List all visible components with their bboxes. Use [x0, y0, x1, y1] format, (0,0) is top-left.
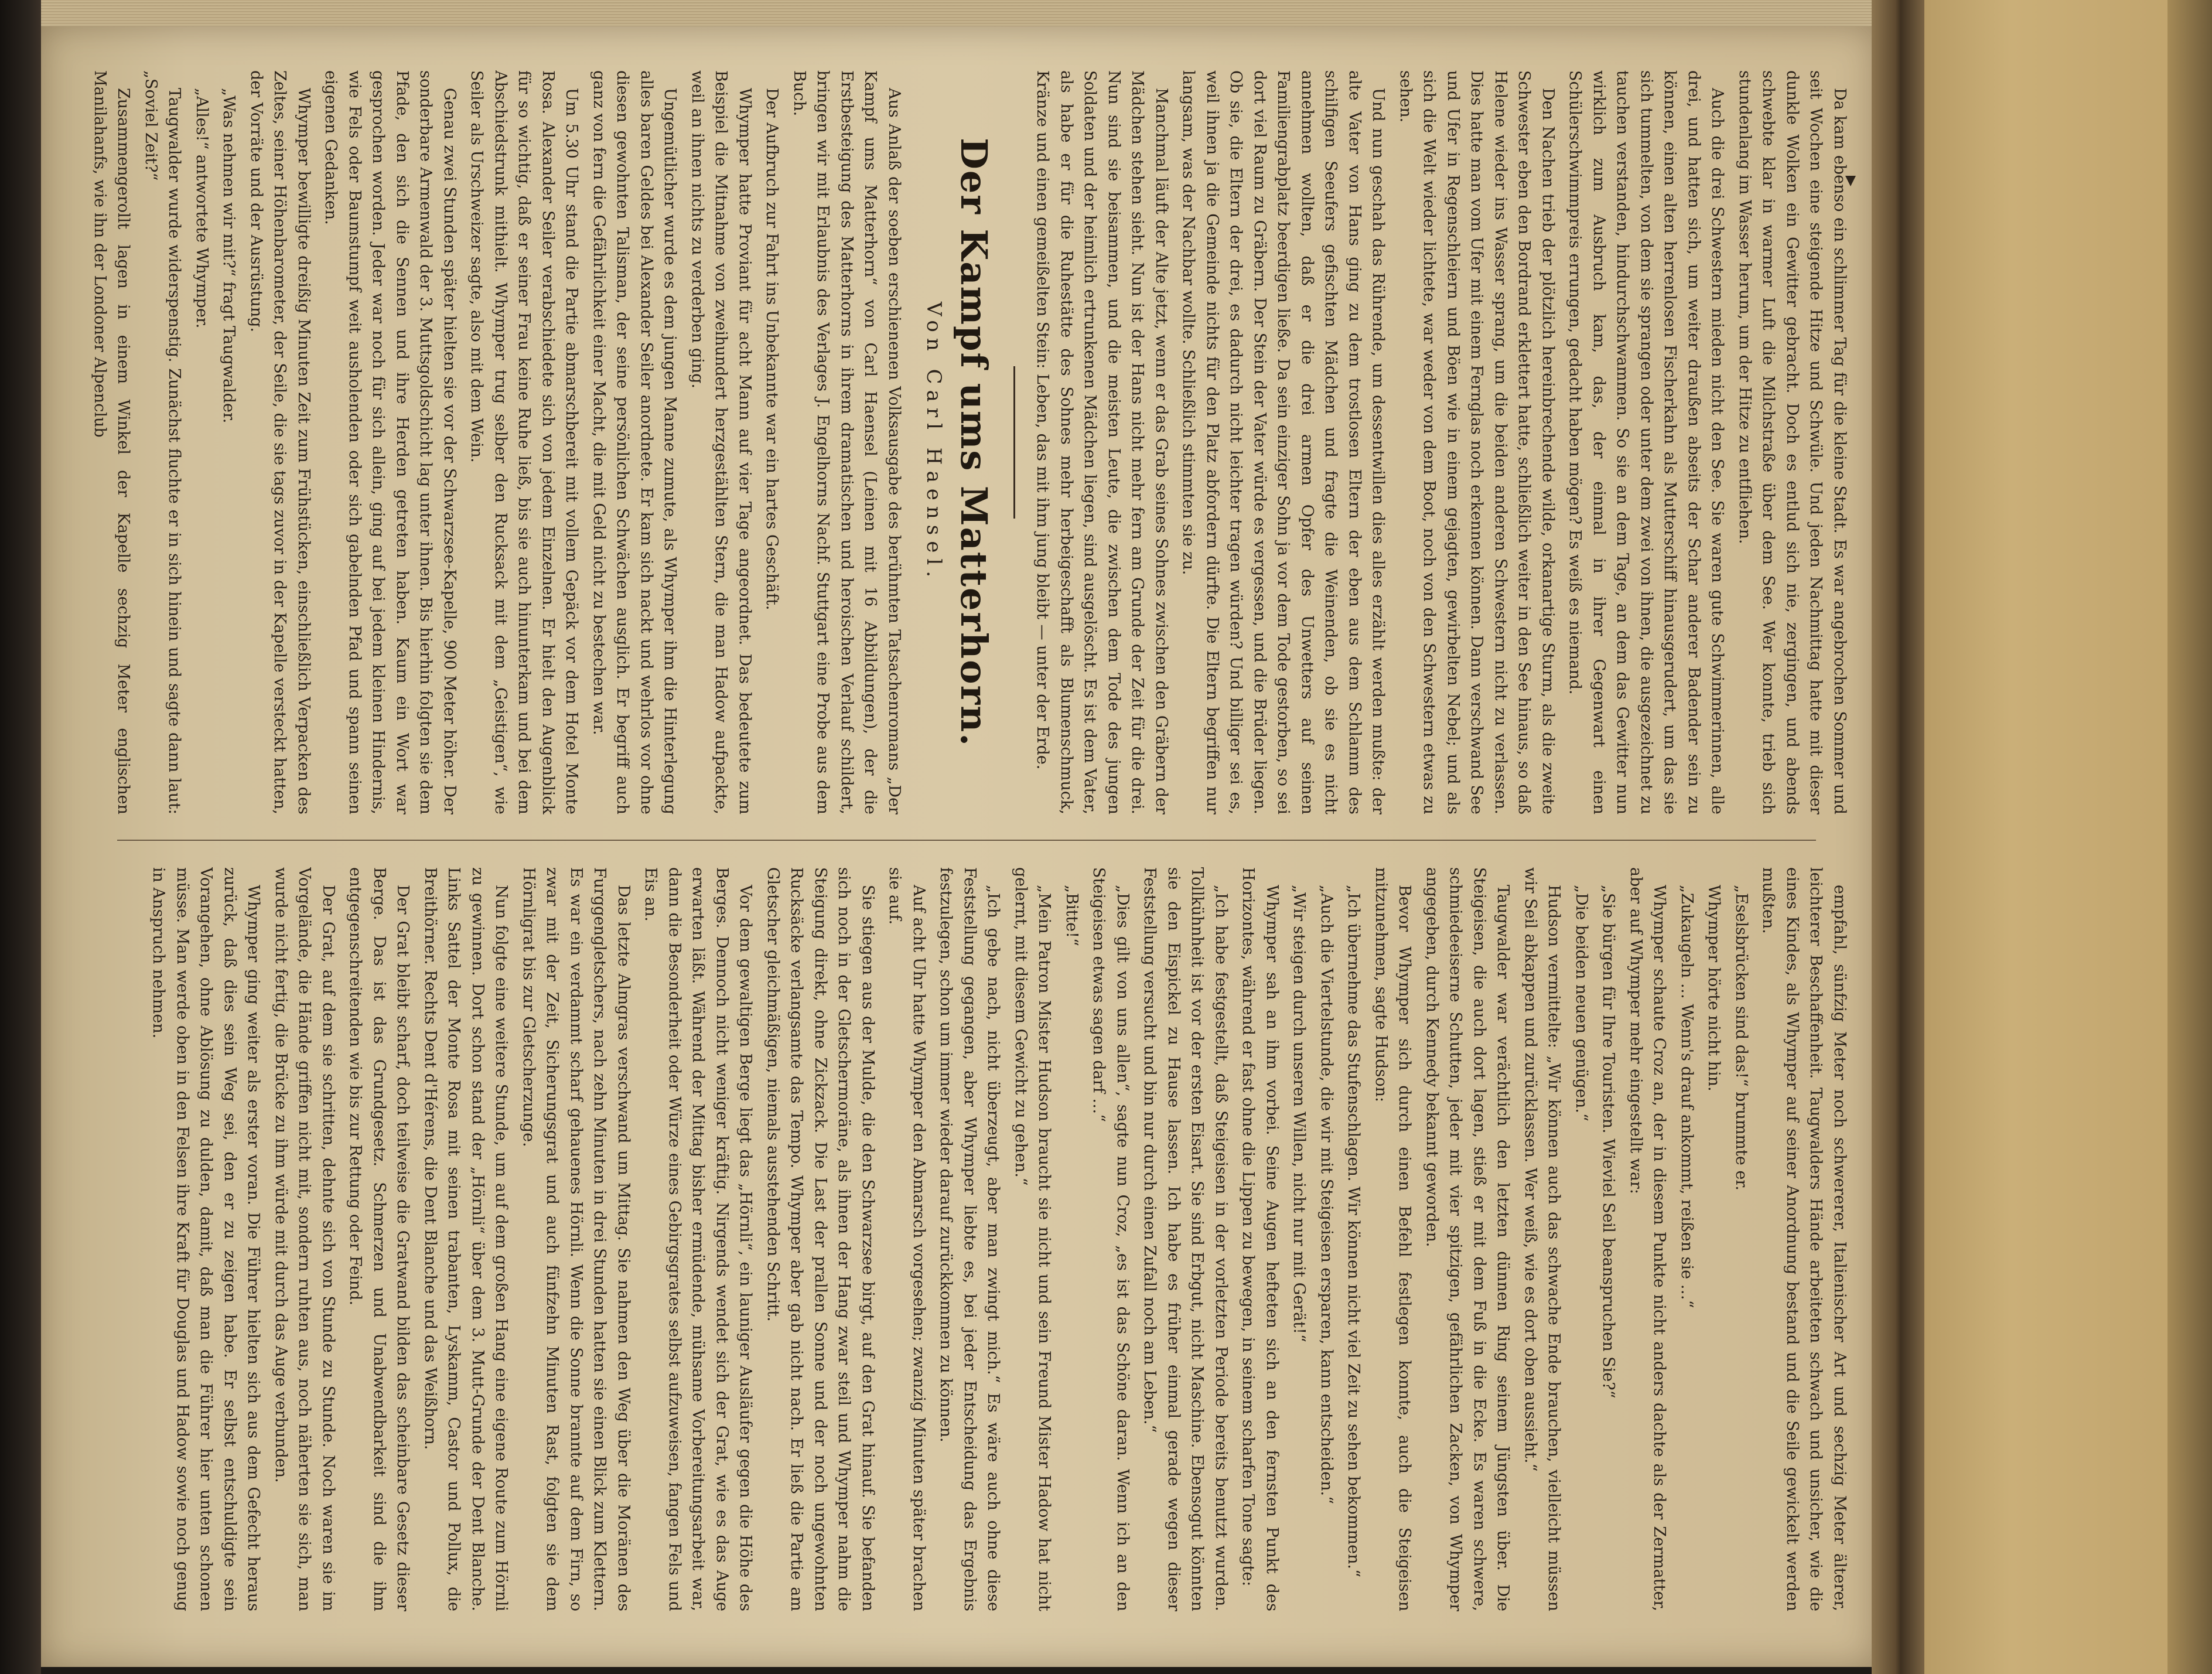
article-header [920, 70, 996, 814]
article-paragraph: Ungemütlicher wurde es dem jungen Manne zumute, als Whymper ihm die Hinterlegung alles baren Geldes bei Alexander Seiler anordnete. Er kam sich nackt und wehrlos vor ohne diesen gewohnten Talisman, der seine persönlichen Schwächen ausglich. Er begriff auch ganz von fern die Gefährlichkeit einer Macht, die mit Geld nicht zu bestechen war. [590, 70, 680, 814]
article-paragraph: „Ich übernehme das Stufenschlagen. Wir können nicht viel Zeit zu sehen bekommen.“ [1344, 885, 1363, 1577]
article-paragraph: Whymper schaute Croz an, der in diesem Punkte nicht anders dachte als der Zermatter, aber auf Whymper mehr eingestellt war: [1627, 867, 1669, 1611]
article-paragraph: „Mein Patron Mister Hudson braucht sie nicht und sein Freund Mister Hadow hat nicht gelernt, mit diesem Gewicht zu gehen.“ [1012, 867, 1054, 1611]
page-content [82, 70, 1851, 1611]
article-paragraph: Whymper hatte Proviant für acht Mann auf vier Tage angeordnet. Das bedeutete zum Beispiel die Mitnahme von zweihundert herzgestählten Stern, die man Hadow aufpackte, weil an ihnen nichts zu verderben ging. [688, 70, 754, 814]
article-paragraph: „Ich habe festgestellt, daß Steigeisen in der vorletzten Periode bereits benutzt wurden. Tollkühnheit ist vor der ersten Eisart. Sie sind Erbgut, nicht Maschine. Ebensogut könnten sie den Eispickel zu Hause lassen. Ich habe es früher einmal gerade wegen dieser Feststellung versucht und bin nur durch einen Zufall noch am Leben.“ [1141, 867, 1230, 1611]
article-paragraph: Whymper ging weiter als erster voran. Die Führer hielten sich aus dem Gefecht heraus zurück, daß dies sein Weg sei, den er zu zeigen habe. Er selbst entschuldigte sein Vorangehen, ohne Ablösung zu dulden, damit, daß man die Führer hier unten schonen müsse. Man werde oben in den Felsen ihre Kraft für Douglas und Hadow sowie noch genug in Anspruch nehmen. [149, 867, 263, 1611]
story-paragraph: Da kam ebenso ein schlimmer Tag für die kleine Stadt. Es war angebrochen Sommer und seit Wochen eine steigende Hitze und Schwüle. Und jeden Nachmittag hatte mit dieser dunkle Wolken ein Gewitter gebracht. Doch es entlud sich nie, zergingen, und abends schwebte klar in warmer Luft die Milchstraße über dem See. Wer konnte, trieb sich stundenlang im Wasser herum, um der Hitze zu entfliehen. [1736, 70, 1849, 814]
article-paragraph: Whymper sah an ihm vorbei. Seine Augen hefteten sich an den fernsten Punkt des Horizontes, während er fast ohne die Lippen zu bewegen, in seinem scharfen Tone sagte: [1239, 867, 1281, 1611]
article-paragraph: Aus Anlaß der soeben erschienenen Volksausgabe des berühmten Tatsachenromans „Der Kampf ums Matterhorn“ von Carl Haensel (Leinen mit 16 Abbildungen), der die Erstbesteigung des Matterhorns in ihrem dramatischen und heroischen Verlauf schildert, bringen wir mit Erlaubnis des Verlages J. Engelhorns Nachf. Stuttgart eine Probe aus dem Buch. [790, 70, 903, 814]
article-paragraph: „Die beiden neuen genügen.“ [1572, 885, 1590, 1121]
article-paragraph: Taugwalder wurde widerspenstig. Zunächst fluchte er in sich hinein und sagte dann laut: „Soviel Zeit?“ [142, 70, 184, 814]
column-story [82, 70, 1851, 814]
article-paragraph: Das letzte Almgras verschwand um Mittag. Sie nahmen den Weg über die Moränen des Furggengletschers, nach zehn Minuten in drei Stunden hatten sie einen Blick zum Klettern. Es war ein verdammt scharf gehauenes Hörnli. Wenn die Sonne brannte auf dem Firn, so zwar mit der Zeit, Sicherungsgrat und auch fünfzehn Minuten Rast, folgten sie dem Hörnligrat bis zur Gletscherzunge. [520, 867, 633, 1611]
book-cover-edge [0, 0, 41, 1674]
story-paragraph: Und nun geschah das Rührende, um dessentwillen dies alles erzählt werden mußte: der alte Vater von Hans ging zu dem trostlosen Eltern der eben aus dem Schlamm des schilfigen Seeufers gefischten Mädchen und fragte die Weinenden, ob sie es nicht annehmen wollten, daß er die drei armen Opfer des Unwetters auf seinen Familiengrabplatz beerdigen ließe. Da sein einziger Sohn ja vor dem Tode gestorben, so sei dort viel Raum zu Gräbern. Der Stein der Vater würde es vergessen, und die Brüder liegen. Ob sie, die Eltern der drei, es dadurch nicht leichter tragen würden? Und billiger sei es, weil ihnen ja die Gemeinde nichts für den Platz abfordern dürfte. Die Eltern begriffen nur langsam, was der Nachbar wollte. Schließlich stimmten sie zu. [1179, 70, 1388, 814]
article-paragraph: Whymper bewilligte dreißig Minuten Zeit zum Frühstücken, einschließlich Verpacken des Zeltes, seiner Höhenbarometer, der Seile, die sie tags zuvor in der Kapelle versteckt hatten, der Vorräte und der Ausrüstung. [247, 70, 313, 814]
article-paragraph: Hudson vermittelte: „Wir können auch das schwache Ende brauchen, vielleicht müssen wir Seil abkappen und zurücklassen. Wer weiß, wie es dort oben aussieht.“ [1521, 867, 1564, 1611]
column-divider [117, 840, 1816, 841]
article-author: Von Carl Haensel. [922, 301, 945, 584]
story-paragraph: Manchmal läuft der Alte jetzt, wenn er das Grab seines Sohnes zwischen den Gräbern der Mädchen stehen sieht. Nun ist der Hans nicht mehr fern am Grunde der Zeit für die drei. Nun sind sie beisammen, und die meisten Leute, die zwischen dem Tode des jungen Soldaten und der heimlich ertrunkenen Mädchen liegen, sind ausgelöscht. Es ist dem Vater, als habe er für die Ruhestätte des Sohnes mehr herbeigeschafft als Blumenschmuck, Kränze und einen gemeißelten Stein: Leben, das mit ihm jung bleibt — unter der Erde. [1033, 70, 1170, 814]
article-paragraph: „Was nehmen wir mit?“ fragt Taugwalder. [220, 88, 238, 424]
article-paragraph: Nun folgte eine weitere Stunde, um auf dem großen Hang eine eigene Route zum Hörnli zu gewinnen. Dort schon stand der „Hörnli“ über dem 3. Mutt-Grunde der Dent Blanche. Links Sattel der Monte Rosa mit seinen trabanten, Lyskamm, Castor und Pollux, die Breithörner. Rechts Dent d'Hérens, die Dent Blanche und das Weißhorn. [421, 867, 511, 1611]
article-paragraph: Sie stiegen aus der Mulde, die den Schwarzsee birgt, auf den Grat hinauf. Sie befanden sich noch in der Gletschermoräne, als ihnen der Hang zwar steil und Whymper nahm die Steigung direkt, ohne Zickzack. Die Last der prallen Sonne und der noch ungewohnten Rucksäcke verlangsamte das Tempo. Whymper aber gab nicht nach. Er ließ die Partie am Gletscher gleichmäßigen, niemals ausstehenden Schritt. [764, 867, 877, 1611]
rotated-text-frame [82, 70, 1851, 1611]
article-paragraph: „Zukaugeln … Wenn's drauf ankommt, reißen sie …“ [1678, 885, 1696, 1308]
story-paragraph: Den Nachen trieb der plötzlich hereinbrechende wilde, orkanartige Sturm, als die zweite Schwester eben den Bordrand erklettert hatte, schließlich weiter in den See hinaus, so daß Helene wieder ins Wasser sprang, um die beiden anderen Schwestern nicht zu verlassen. Dies hatte man vom Ufer mit einem Fernglas noch erkennen können. Dann verschwand See und Ufer in Regenschleiern und Böen wie in einem gejagten, gewirbelten Nebel; und als sich die Welt wieder lichtete, war weder von dem Boot, noch von den Schwestern etwas zu sehen. [1397, 70, 1557, 814]
story-paragraph: Auch die drei Schwestern mieden nicht den See. Sie waren gute Schwimmerinnen, alle drei, und hatten sich, um weiter draußen abseits der Schar anderer Badender sein zu können, einen alten herrenlosen Fischerkahn als Mutterschiff hinausgerudert, um das sie sich tummelten, von dem sie sprangen oder unter dem zwei von ihnen, die ausgezeichnet zu tauchen verstanden, hindurchschwammen. So sie an dem Tage, an dem das Gewitter nun wirklich zum Ausbruch kam, das, der einmal in ihrer Gegenwart einen Schülerschwimmpreis errungen, gedacht haben mögen? Es weiß es niemand. [1566, 70, 1727, 814]
article-paragraph: „Sie bürgen für Ihre Touristen. Wieviel Seil beanspruchen Sie?“ [1599, 885, 1618, 1399]
article-title: Der Kampf ums Matterhorn. [953, 138, 995, 747]
article-paragraph: „Eselsbrücken sind das!“ brummte er. [1732, 885, 1750, 1191]
blank-page-edge [2167, 0, 2212, 1674]
article-paragraph: Zusammengerollt lagen in einem Winkel der Kapelle sechzig Meter englischen Manilahanfs, wie ihn der Londoner Alpenclub [91, 70, 133, 814]
column-article-continued [82, 867, 1851, 1611]
article-paragraph: „Bitte!“ [1063, 885, 1081, 946]
article-paragraph: Um 5.30 Uhr stand die Partie abmarschbereit mit vollem Gepäck vor dem Hotel Monte Rosa. Alexander Seiler verabschiedete sich von jedem Einzelnen. Er hielt den Augenblick für so wichtig, daß er seiner Frau keine Ruhe ließ, bis sie auch hinunterkam und bei dem Abschiedstrunk mithielt. Whymper trug selber den Rucksack mit dem „Geistigen“, wie Seiler als Urschweizer sagte, also mit dem Wein. [467, 70, 581, 814]
article-paragraph: Vor dem gewaltigen Berge liegt das „Hörnli“, ein launiger Ausläufer gegen die Höhe des Berges. Dennoch nicht weniger kräftig. Nirgends wendet sich der Grat, wie es das Auge erwarten läßt. Während der Mittag bisher ermüdende, mühsame Vorbereitungsarbeit war, dann die Besonderheit oder Würze eines Gebirgsgrates selbst aufzuweisen, fangen Fels und Eis an. [641, 867, 755, 1611]
article-paragraph: Der Grat, auf dem sie schritten, dehnte sich von Stunde zu Stunde. Noch waren sie im Vorgelände, die Hände griffen nicht mit, sondern ruhten aus, noch näherten sie sich, man wurde nicht fertig, die Brücke zu ihm würde mit durch das Auge verbunden. [272, 867, 337, 1611]
article-paragraph: Auf acht Uhr hatte Whymper den Abmarsch vorgesehen; zwanzig Minuten später brachen sie auf. [886, 867, 928, 1611]
article-paragraph: Bevor Whymper sich durch einen Befehl festlegen konnte, auch die Steigeisen mitzunehmen, sagte Hudson: [1372, 867, 1414, 1611]
article-paragraph: „Auch die Viertelstunde, die wir mit Steigeisen ersparen, kann entscheiden.“ [1317, 885, 1336, 1505]
article-paragraph: Whymper hörte nicht hin. [1705, 885, 1723, 1092]
separator-rule [1013, 366, 1015, 519]
book-gutter [1872, 0, 1924, 1674]
article-paragraph: empfahl, sünfzig Meter noch schwererer, Italienischer Art und sechzig Meter älterer, leichterer Beschaffenheit. Taugwalders Hände arbeiteten schwach und unsicher, wie die eines Kindes, als Whymper auf seiner Anordnung bestand und die Seile gewickelt werden mußten. [1759, 867, 1849, 1611]
article-paragraph: Genau zwei Stunden später hielten sie vor der Schwarzsee-Kapelle, 900 Meter höher. Der sonderbare Armenwald der 3. Muttsgoldschicht lag unter ihnen. Bis hierhin folgten sie dem Pfade, den sich die Sennen und ihre Herden getreten haben. Kaum ein Wort war gesprochen worden. Jeder war noch für sich allein, ging auf bei jedem kleinen Hindernis, wie Fels oder Baumstumpf weit ausholenden oder sich gabelnden Pfad und spann seinen eigenen Gedanken. [322, 70, 459, 814]
article-paragraph: „Ich gebe nach, nicht überzeugt, aber man zwingt mich.“ Es wäre auch ohne diese Feststellung gegangen, aber Whymper liebte es, bei jeder Entscheidung das Ergebnis festzulegen, schon um immer wieder darauf zurückkommen zu können. [937, 867, 1003, 1611]
article-paragraph: „Alles!“ antwortete Whymper. [193, 88, 211, 329]
article-paragraph: Taugwalder war verächtlich den letzten dünnen Ring seinem Jüngsten über. Die Steigeisen, die auch dort lagen, stieß er mit dem Fuß in die Ecke. Es waren schwere, schmiedeeiserne Schutten, jeder mit vier spitzigen, gefährlichen Zacken, von Whymper angegeben, durch Kennedy bekannt geworden. [1423, 867, 1513, 1611]
article-paragraph: „Dies gilt von uns allen“, sagte nun Croz, „es ist das Schöne daran. Wenn ich an den Steigeisen etwas sagen darf …“ [1090, 867, 1132, 1611]
article-paragraph: „Wir steigen durch unseren Willen, nicht nur mit Gerät!“ [1290, 885, 1309, 1342]
article-paragraph: Der Grat bleibt scharf, doch teilweise die Gratwand bilden das scheinbare Gesetz dieser Berge. Das ist das Grundgesetz. Schmerzen und Unabwendbarkeit sind die ihm entgegenschreitenden wie bis zur Rettung oder Feind. [346, 867, 412, 1611]
article-paragraph: Der Aufbruch zur Fahrt ins Unbekannte war ein hartes Geschäft. [763, 88, 781, 611]
